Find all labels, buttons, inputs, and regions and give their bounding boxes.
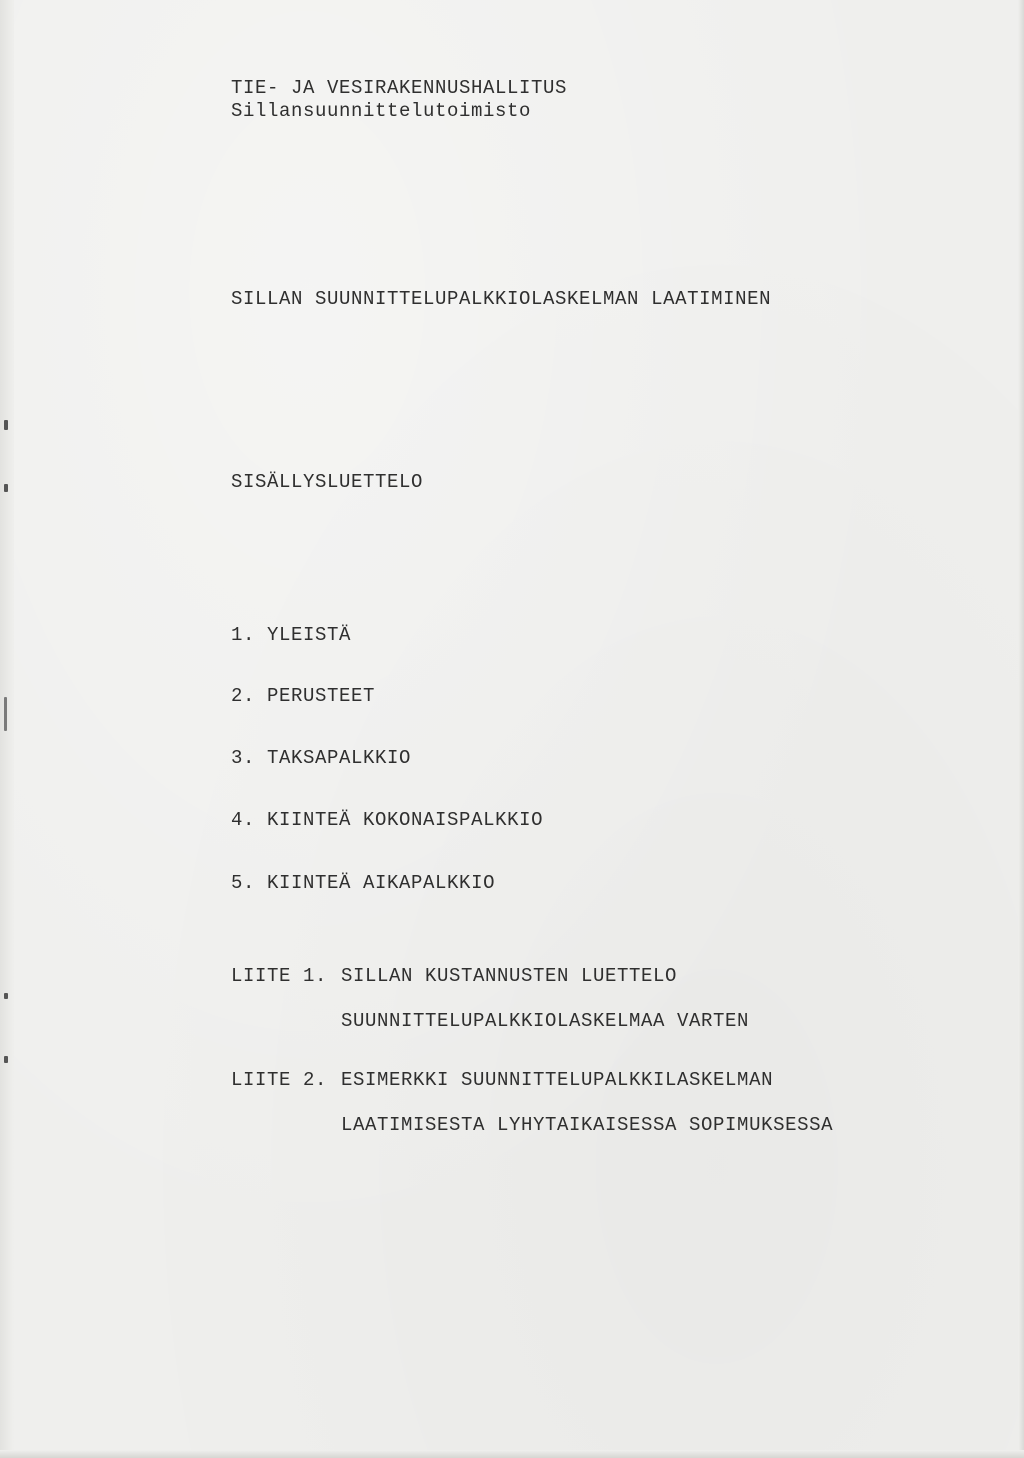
toc-item <box>231 685 375 707</box>
toc-item <box>231 624 351 646</box>
toc-title: SISÄLLYSLUETTELO <box>231 471 424 493</box>
toc-item-label: KIINTEÄ AIKAPALKKIO <box>267 872 496 894</box>
toc-item-label: TAKSAPALKKIO <box>267 747 412 769</box>
toc-item <box>231 872 495 894</box>
paper-bottom-edge <box>0 1450 1024 1458</box>
toc-item-label: PERUSTEET <box>267 685 376 707</box>
paper-left-edge <box>0 0 14 1458</box>
document-title: SILLAN SUUNNITTELUPALKKIOLASKELMAN LAATIMINEN <box>231 288 772 310</box>
toc-item-number: 5. <box>231 872 256 894</box>
paper-right-edge <box>1018 0 1024 1458</box>
appendix-title-line: ESIMERKKI SUUNNITTELUPALKKILASKELMAN <box>341 1069 774 1091</box>
appendix-title-line: SILLAN KUSTANNUSTEN LUETTELO <box>341 965 678 987</box>
toc-item-number: 3. <box>231 747 256 769</box>
office-name: Sillansuunnittelutoimisto <box>231 100 532 122</box>
toc-item <box>231 809 543 831</box>
toc-item-number: 1. <box>231 624 256 646</box>
appendix-label: LIITE 2. <box>231 1069 328 1091</box>
scan-mark <box>4 484 8 492</box>
scan-mark <box>4 420 8 430</box>
toc-item-label: YLEISTÄ <box>267 624 352 646</box>
scan-mark <box>4 1056 8 1063</box>
scan-mark <box>4 697 7 731</box>
appendix-title-line: SUUNNITTELUPALKKIOLASKELMAA VARTEN <box>341 1010 750 1032</box>
scan-mark <box>4 993 8 999</box>
toc-item <box>231 747 411 769</box>
toc-item-label: KIINTEÄ KOKONAISPALKKIO <box>267 809 544 831</box>
toc-item-number: 4. <box>231 809 256 831</box>
appendix-title-line: LAATIMISESTA LYHYTAIKAISESSA SOPIMUKSESSA <box>341 1114 834 1136</box>
appendix-label: LIITE 1. <box>231 965 328 987</box>
toc-item-number: 2. <box>231 685 256 707</box>
organization-name: TIE- JA VESIRAKENNUSHALLITUS <box>231 77 568 99</box>
